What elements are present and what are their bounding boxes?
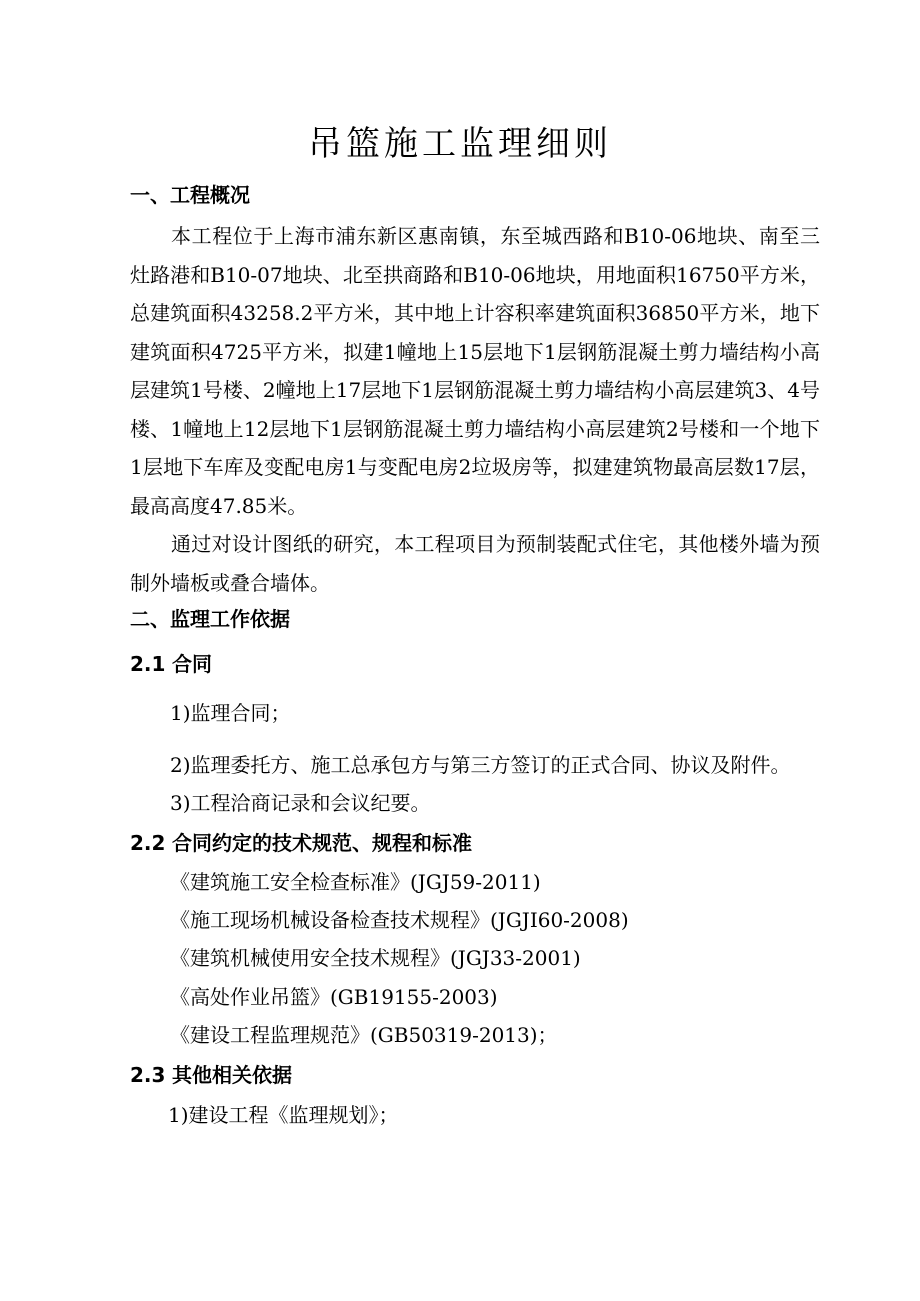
list-item: 3)工程洽商记录和会议纪要。 xyxy=(170,791,431,815)
list-item: 《建筑机械使用安全技术规程》(JGJ33-2001) xyxy=(170,946,581,970)
project-overview-paragraph: 本工程位于上海市浦东新区惠南镇，东至城西路和B10-06地块、南至三灶路港和B10-07地块、北至拱商路和B10-06地块，用地面积16750平方米，总建筑面积43258.2平方米，其中地上计容积率建筑面积36850平方米，地下建筑面积4725平方米，拟建1幢地上15层地下1层钢筋混凝土剪力墙结构小高层建筑1号楼、2幢地上17层地下1层钢筋混凝土剪力墙结构小高层建筑3、4号楼、1幢地上12层地下1层钢筋混凝土剪力墙结构小高层建筑2号楼和一个地下1层地下车库及变配电房1与变配电房2垃圾房等，拟建建筑物最高层数17层，最高高度47.85米。 xyxy=(130,224,820,518)
document-title: 吊篮施工监理细则 xyxy=(308,124,612,164)
subsection-number: 2.2 xyxy=(130,831,166,855)
design-study-paragraph: 通过对设计图纸的研究，本工程项目为预制装配式住宅，其他楼外墙为预制外墙板或叠合墙体。 xyxy=(130,532,820,595)
list-item: 1)建设工程《监理规划》； xyxy=(168,1103,399,1127)
subsection-title: 合同约定的技术规范、规程和标准 xyxy=(172,831,472,855)
list-item: 1)监理合同； xyxy=(170,701,291,725)
subsection-heading-technical-standards xyxy=(130,829,472,857)
section-heading-supervision-basis: 二、监理工作依据 xyxy=(130,607,290,631)
list-item: 《高处作业吊篮》(GB19155-2003) xyxy=(170,985,498,1009)
list-item: 《建筑施工安全检查标准》(JGJ59-2011) xyxy=(170,870,541,894)
section-heading-project-overview: 一、工程概况 xyxy=(130,183,250,207)
subsection-number: 2.3 xyxy=(130,1063,166,1087)
list-item: 2)监理委托方、施工总承包方与第三方签订的正式合同、协议及附件。 xyxy=(170,753,791,777)
subsection-number: 2.1 xyxy=(130,652,166,676)
list-item: 《施工现场机械设备检查技术规程》(JGJI60-2008) xyxy=(170,908,629,932)
subsection-title: 其他相关依据 xyxy=(172,1063,292,1087)
list-item: 《建设工程监理规范》(GB50319-2013)； xyxy=(170,1023,558,1047)
subsection-title: 合同 xyxy=(172,652,212,676)
subsection-heading-other-basis xyxy=(130,1061,292,1089)
subsection-heading-contract xyxy=(130,650,212,678)
